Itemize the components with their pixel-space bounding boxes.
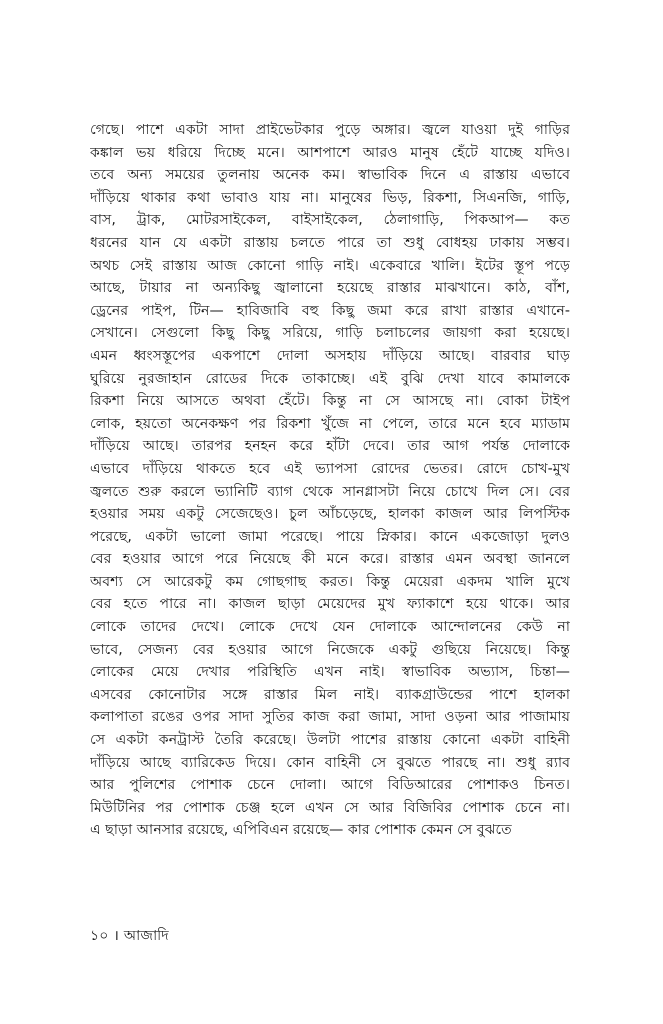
text-line: তবে অন্য সময়ের তুলনায় অনেক কম। স্বাভাবিক দিনে এ রাস্তায় এভাবে — [90, 167, 570, 184]
text-line: এসবের কোনোটার সঙ্গে রাস্তার মিল নাই। ব্যাকগ্রাউন্ডের পাশে হালকা — [90, 686, 570, 703]
text-line: জ্বলতে শুরু করলে ভ্যানিটি ব্যাগ থেকে সানগ্লাসটা নিয়ে চোখে দিল সে। বের — [90, 483, 570, 500]
text-line: লোকে তাদের দেখে। লোকে দেখে যেন দোলাকে আন্দোলনের কেউ না — [90, 619, 570, 636]
text-line: পরেছে, একটা ভালো জামা পরেছে। পায়ে স্নিকার। কানে একজোড়া দুলও — [90, 528, 570, 545]
footer-separator: । — [113, 928, 119, 944]
body-text — [90, 119, 570, 842]
text-line: আর পুলিশের পোশাক চেনে দোলা। আগে বিডিআরের পোশাকও চিনত। — [90, 777, 570, 794]
text-line: লোকের মেয়ে দেখার পরিস্থিতি এখন নাই। স্বাভাবিক অভ্যাস, চিন্তা— — [90, 664, 570, 681]
text-line: সেখানে। সেগুলো কিছু কিছু সরিয়ে, গাড়ি চলাচলের জায়গা করা হয়েছে। — [90, 325, 570, 342]
text-line: বাস, ট্রাক, মোটরসাইকেল, বাইসাইকেল, ঠেলাগাড়ি, পিকআপ— কত — [90, 212, 570, 229]
text-line: আছে, টায়ার না অন্যকিছু জ্বালানো হয়েছে রাস্তার মাঝখানে। কাঠ, বাঁশ, — [90, 280, 570, 297]
text-line: অবশ্য সে আরেকটু কম গোছগাছ করত। কিন্তু মেয়েরা একদম খালি মুখে — [90, 573, 570, 590]
text-line: রিকশা নিয়ে আসতে অথবা হেঁটে। কিন্তু না সে আসছে না। বোকা টাইপ — [90, 393, 570, 410]
text-line: লোক, হয়তো অনেকক্ষণ পর রিকশা খুঁজে না পেলে, তারে মনে হবে ম্যাডাম — [90, 415, 570, 432]
book-title: আজাদি — [123, 928, 169, 944]
text-line: এ ছাড়া আনসার রয়েছে, এপিবিএন রয়েছে— কার পোশাক কেমন সে বুঝতে — [90, 822, 512, 839]
text-line: দাঁড়িয়ে আছে ব্যারিকেড দিয়ে। কোন বাহিনী সে বুঝতে পারছে না। শুধু র‍্যাব — [90, 754, 570, 771]
text-line: হওয়ার সময় একটু সেজেছেও। চুল আঁচড়েছে, হালকা কাজল আর লিপস্টিক — [90, 506, 570, 523]
text-line: এমন ধ্বংসস্তূপের একপাশে দোলা অসহায় দাঁড়িয়ে আছে। বারবার ঘাড় — [90, 347, 570, 364]
text-line: বের হতে পারে না। কাজল ছাড়া মেয়েদের মুখ ফ্যাকাশে হয়ে থাকে। আর — [90, 596, 570, 613]
text-line: অথচ সেই রাস্তায় আজ কোনো গাড়ি নাই। একেবারে খালি। ইটের স্তূপ পড়ে — [90, 257, 570, 274]
page-footer — [90, 925, 169, 949]
text-line: দাঁড়িয়ে আছে। তারপর হনহন করে হাঁটা দেবে। তার আগ পর্যন্ত দোলাকে — [90, 438, 570, 455]
text-line: সে একটা কনট্রাস্ট তৈরি করেছে। উলটা পাশের রাস্তায় কোনো একটা বাহিনী — [90, 732, 570, 749]
text-line: ঘুরিয়ে নুরজাহান রোডের দিকে তাকাচ্ছে। এই বুঝি দেখা যাবে কামালকে — [90, 370, 570, 387]
text-line: ভাবে, সেজন্য বের হওয়ার আগে নিজেকে একটু গুছিয়ে নিয়েছে। কিন্তু — [90, 641, 570, 658]
text-line: গেছে। পাশে একটা সাদা প্রাইভেটকার পুড়ে অঙ্গার। জ্বলে যাওয়া দুই গাড়ির — [90, 122, 570, 138]
text-line: ধরনের যান যে একটা রাস্তায় চলতে পারে তা শুধু বোধহয় ঢাকায় সম্ভব। — [90, 234, 570, 251]
text-line: কলাপাতা রঙের ওপর সাদা সুতির কাজ করা জামা, সাদা ওড়না আর পাজামায় — [90, 709, 570, 726]
text-line: কঙ্কাল ভয় ধরিয়ে দিচ্ছে মনে। আশপাশে আরও মানুষ হেঁটে যাচ্ছে যদিও। — [90, 144, 570, 161]
text-line: ড্রেনের পাইপ, টিন— হাবিজাবি বহু কিছু জমা করে রাখা রাস্তার এখানে- — [90, 302, 570, 319]
page-number: ১০ — [90, 928, 109, 944]
text-line: এভাবে দাঁড়িয়ে থাকতে হবে এই ভ্যাপসা রোদের ভেতর। রোদে চোখ-মুখ — [90, 460, 570, 477]
text-line: বের হওয়ার আগে পরে নিয়েছে কী মনে করে। রাস্তার এমন অবস্থা জানলে — [90, 551, 570, 568]
text-line: মিউটিনির পর পোশাক চেঞ্জ হলে এখন সে আর বিজিবির পোশাক চেনে না। — [90, 799, 570, 816]
text-line: দাঁড়িয়ে থাকার কথা ভাবাও যায় না। মানুষের ভিড়, রিকশা, সিএনজি, গাড়ি, — [90, 189, 570, 206]
